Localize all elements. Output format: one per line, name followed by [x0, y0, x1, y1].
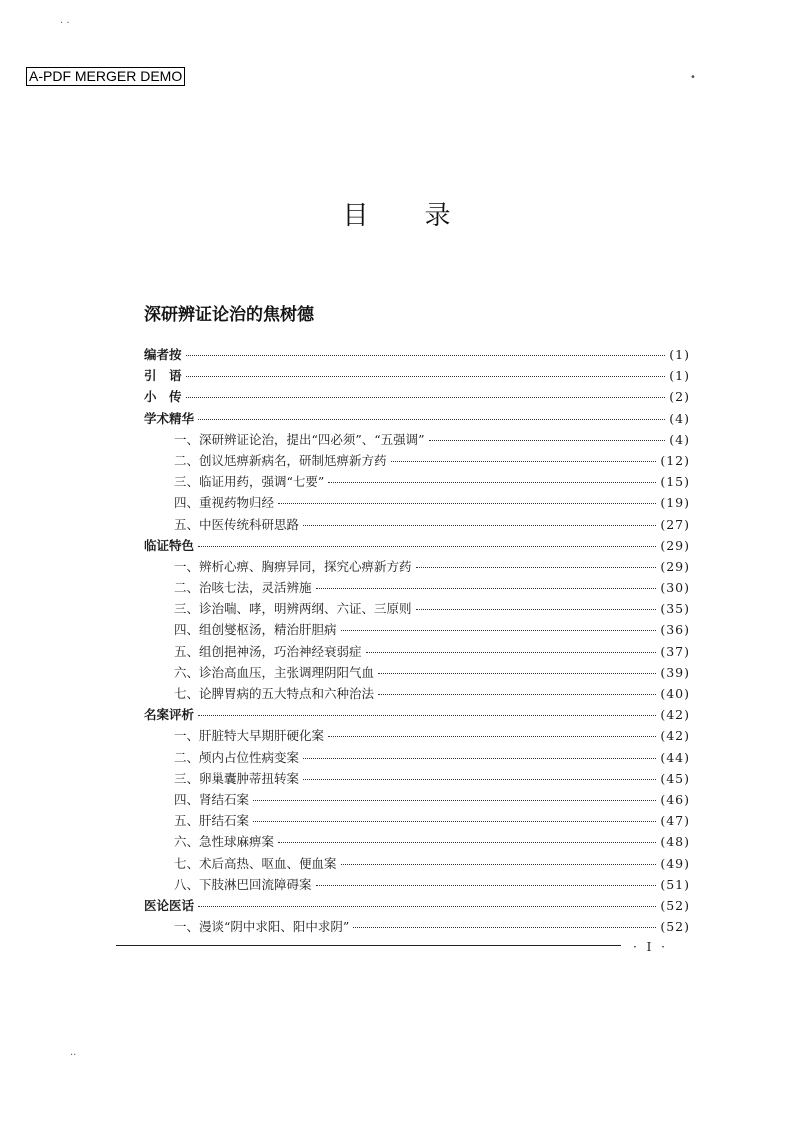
toc-heading-row[interactable] — [144, 387, 690, 408]
toc-leader-dots — [186, 355, 666, 356]
toc-leader-dots — [186, 376, 666, 377]
toc-label: 二、创议尪痹新病名，研制尪痹新方药 — [174, 452, 387, 468]
toc-entry-row[interactable] — [144, 832, 690, 853]
toc-page-number: (45) — [660, 770, 690, 786]
scan-speck: · · — [60, 18, 70, 29]
toc-page-number: (44) — [660, 749, 690, 765]
toc-leader-dots — [429, 440, 666, 441]
toc-label: 一、辨析心痹、胸痹异同，探究心痹新方药 — [174, 558, 412, 574]
toc-entry-row[interactable] — [144, 515, 690, 536]
section-title: 深研辨证论治的焦树德 — [144, 305, 314, 325]
toc-leader-dots — [378, 673, 656, 674]
toc-heading-row[interactable] — [144, 345, 690, 366]
toc-page-number: (4) — [669, 410, 690, 426]
toc-page-number: (30) — [660, 580, 690, 596]
toc-leader-dots — [198, 906, 656, 907]
toc-label: 学术精华 — [144, 410, 195, 426]
toc-leader-dots — [303, 758, 656, 759]
toc-leader-dots — [316, 885, 657, 886]
toc-label: 临证特色 — [144, 537, 195, 553]
toc-label: 三、卵巢囊肿蒂扭转案 — [174, 770, 300, 786]
toc-label: 三、临证用药，强调“七要” — [174, 474, 325, 490]
toc-entry-row[interactable] — [144, 854, 690, 875]
toc-leader-dots — [353, 927, 656, 928]
toc-leader-dots — [198, 546, 656, 547]
toc-entry-row[interactable] — [144, 790, 690, 811]
toc-leader-dots — [186, 397, 666, 398]
toc-label: 引 语 — [144, 368, 182, 384]
toc-heading-row[interactable] — [144, 536, 690, 557]
toc-page-number: (52) — [660, 897, 690, 913]
toc-heading-row[interactable] — [144, 705, 690, 726]
toc-leader-dots — [303, 525, 656, 526]
toc-leader-dots — [328, 736, 656, 737]
toc-leader-dots — [416, 609, 657, 610]
toc-entry-row[interactable] — [144, 726, 690, 747]
toc-leader-dots — [253, 800, 656, 801]
toc-page-number: (46) — [660, 791, 690, 807]
toc-page-number: (29) — [660, 537, 690, 553]
toc-heading-row[interactable] — [144, 366, 690, 387]
toc-page-number: (42) — [660, 707, 690, 723]
toc-label: 名案评析 — [144, 707, 195, 723]
toc-entry-row[interactable] — [144, 663, 690, 684]
toc-label: 二、治咳七法，灵活辨施 — [174, 580, 312, 596]
footer-rule — [116, 945, 621, 946]
toc-label: 五、组创挹神汤，巧治神经衰弱症 — [174, 643, 362, 659]
watermark-label: A-PDF MERGER DEMO — [26, 67, 185, 86]
toc-entry-row[interactable] — [144, 642, 690, 663]
toc-label: 四、组创燮枢汤，精治肝胆病 — [174, 622, 337, 638]
toc-leader-dots — [278, 503, 656, 504]
toc-page-number: (39) — [660, 664, 690, 680]
toc-label: 五、肝结石案 — [174, 813, 250, 829]
toc-page-number: (19) — [660, 495, 690, 511]
toc-page-number: (49) — [660, 855, 690, 871]
toc-leader-dots — [366, 652, 657, 653]
toc-page-number: (2) — [669, 389, 690, 405]
toc-page-number: (42) — [660, 728, 690, 744]
toc-leader-dots — [198, 715, 656, 716]
toc-page-number: (36) — [660, 622, 690, 638]
toc-page-number: (37) — [660, 643, 690, 659]
scan-speck: • — [690, 72, 696, 83]
toc-page-number: (1) — [669, 368, 690, 384]
toc-page-number: (29) — [660, 558, 690, 574]
toc-label: 医论医话 — [144, 897, 195, 913]
toc-page-number: (4) — [669, 431, 690, 447]
toc-entry-row[interactable] — [144, 599, 690, 620]
scan-speck: ·· — [70, 1050, 77, 1061]
toc-label: 一、深研辨证论治，提出“四必须”、“五强调” — [174, 431, 425, 447]
toc-label: 四、重视药物归经 — [174, 495, 275, 511]
toc-label: 七、论脾胃病的五大特点和六种治法 — [174, 686, 375, 701]
toc-leader-dots — [316, 588, 657, 589]
toc-leader-dots — [341, 864, 657, 865]
toc-label: 一、漫谈“阴中求阳、阳中求阴” — [174, 919, 350, 935]
footer-page-number: · I · — [633, 940, 668, 954]
toc-leader-dots — [253, 821, 656, 822]
toc-entry-row[interactable] — [144, 557, 690, 578]
toc-leader-dots — [391, 461, 657, 462]
toc-leader-dots — [416, 567, 657, 568]
toc-entry-row[interactable] — [144, 451, 690, 472]
toc-page-number: (40) — [660, 686, 690, 701]
toc-page-number: (47) — [660, 813, 690, 829]
toc-entry-row[interactable] — [144, 430, 690, 451]
toc-label: 编者按 — [144, 347, 182, 362]
toc-entry-row[interactable] — [144, 472, 690, 493]
toc-label: 五、中医传统科研思路 — [174, 516, 300, 532]
toc-page-number: (51) — [660, 876, 690, 892]
toc-entry-row[interactable] — [144, 684, 690, 705]
toc-leader-dots — [278, 842, 656, 843]
page-title: 目录 — [342, 201, 507, 231]
toc-heading-row[interactable] — [144, 409, 690, 430]
toc-entry-row[interactable] — [144, 493, 690, 514]
toc-entry-row[interactable] — [144, 620, 690, 641]
toc-page-number: (27) — [660, 516, 690, 532]
toc-entry-row[interactable] — [144, 811, 690, 832]
toc-label: 七、术后高热、呕血、便血案 — [174, 855, 337, 871]
toc-entry-row[interactable] — [144, 917, 690, 938]
toc-label: 六、急性球麻痹案 — [174, 834, 275, 850]
toc-entry-row[interactable] — [144, 875, 690, 896]
toc-label: 三、诊治喘、哮，明辨两纲、六证、三原则 — [174, 601, 412, 617]
toc-label: 六、诊治高血压，主张调理阴阳气血 — [174, 664, 375, 680]
toc-label: 二、颅内占位性病变案 — [174, 749, 300, 765]
toc-leader-dots — [303, 779, 656, 780]
toc-heading-row[interactable] — [144, 896, 690, 917]
toc-label: 小 传 — [144, 389, 182, 405]
toc-page-number: (1) — [669, 347, 690, 362]
toc-label: 一、肝脏特大早期肝硬化案 — [174, 728, 325, 744]
toc-page-number: (35) — [660, 601, 690, 617]
toc-page-number: (15) — [660, 474, 690, 490]
toc-label: 八、下肢淋巴回流障碍案 — [174, 876, 312, 892]
toc-leader-dots — [328, 482, 656, 483]
toc-entry-row[interactable] — [144, 578, 690, 599]
toc-page-number: (52) — [660, 919, 690, 935]
toc-leader-dots — [341, 630, 657, 631]
toc-leader-dots — [378, 694, 656, 695]
toc-entry-row[interactable] — [144, 769, 690, 790]
toc-page-number: (12) — [660, 452, 690, 468]
table-of-contents — [144, 345, 690, 938]
toc-label: 四、肾结石案 — [174, 791, 250, 807]
toc-leader-dots — [198, 419, 665, 420]
toc-entry-row[interactable] — [144, 748, 690, 769]
toc-page-number: (48) — [660, 834, 690, 850]
